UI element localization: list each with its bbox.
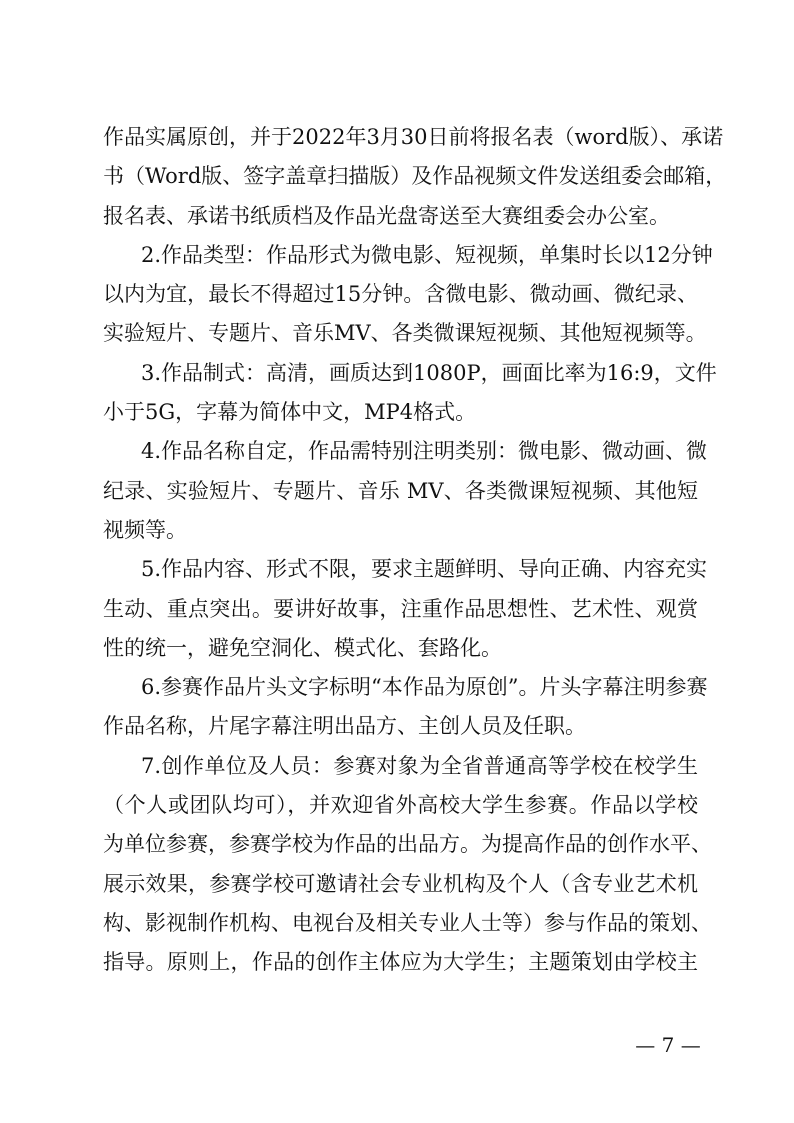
text-line: 作品名称，片尾字幕注明出品方、主创人员及任职。 (103, 714, 586, 739)
text-line: （个人或团队均可），并欢迎省外高校大学生参赛。作品以学校 (103, 793, 698, 818)
text-line: 4.作品名称自定，作品需特别注明类别：微电影、微动画、微 (141, 439, 708, 464)
text-line: 书（Word版、签字盖章扫描版）及作品视频文件发送组委会邮箱， (103, 164, 727, 189)
text-line: 7.创作单位及人员：参赛对象为全省普通高等学校在校学生 (141, 753, 698, 778)
text-line: 构、影视制作机构、电视台及相关专业人士等）参与作品的策划、 (103, 910, 712, 935)
text-line: 3.作品制式：高清，画质达到1080P，画面比率为16:9，文件 (141, 360, 717, 385)
text-line: 实验短片、专题片、音乐MV、各类微课短视频、其他短视频等。 (103, 321, 707, 346)
text-line: 纪录、实验短片、专题片、音乐 MV、各类微课短视频、其他短 (103, 478, 698, 503)
text-line: 生动、重点突出。要讲好故事，注重作品思想性、艺术性、观赏 (103, 596, 698, 621)
text-line: 展示效果，参赛学校可邀请社会专业机构及个人（含专业艺术机 (103, 871, 698, 896)
text-line: 报名表、承诺书纸质档及作品光盘寄送至大赛组委会办公室。 (103, 203, 670, 228)
body-text (103, 118, 727, 983)
text-line: 5.作品内容、形式不限，要求主题鲜明、导向正确、内容充实 (141, 557, 708, 582)
text-line: 性的统一，避免空洞化、模式化、套路化。 (103, 635, 502, 660)
text-line: 作品实属原创，并于2022年3月30日前将报名表（word版）、承诺 (103, 125, 724, 149)
text-line: 2.作品类型：作品形式为微电影、短视频，单集时长以12分钟 (141, 242, 713, 267)
text-line: 以内为宜，最长不得超过15分钟。含微电影、微动画、微纪录、 (103, 282, 698, 307)
page-number: — 7 — (635, 1033, 701, 1057)
text-line: 指导。原则上，作品的创作主体应为大学生；主题策划由学校主 (103, 950, 698, 975)
text-line: 小于5G，字幕为简体中文，MP4格式。 (103, 400, 477, 425)
text-line: 6.参赛作品片头文字标明“本作品为原创”。片头字幕注明参赛 (141, 675, 708, 700)
text-line: 视频等。 (103, 517, 187, 542)
text-line: 为单位参赛，参赛学校为作品的出品方。为提高作品的创作水平、 (103, 832, 712, 857)
